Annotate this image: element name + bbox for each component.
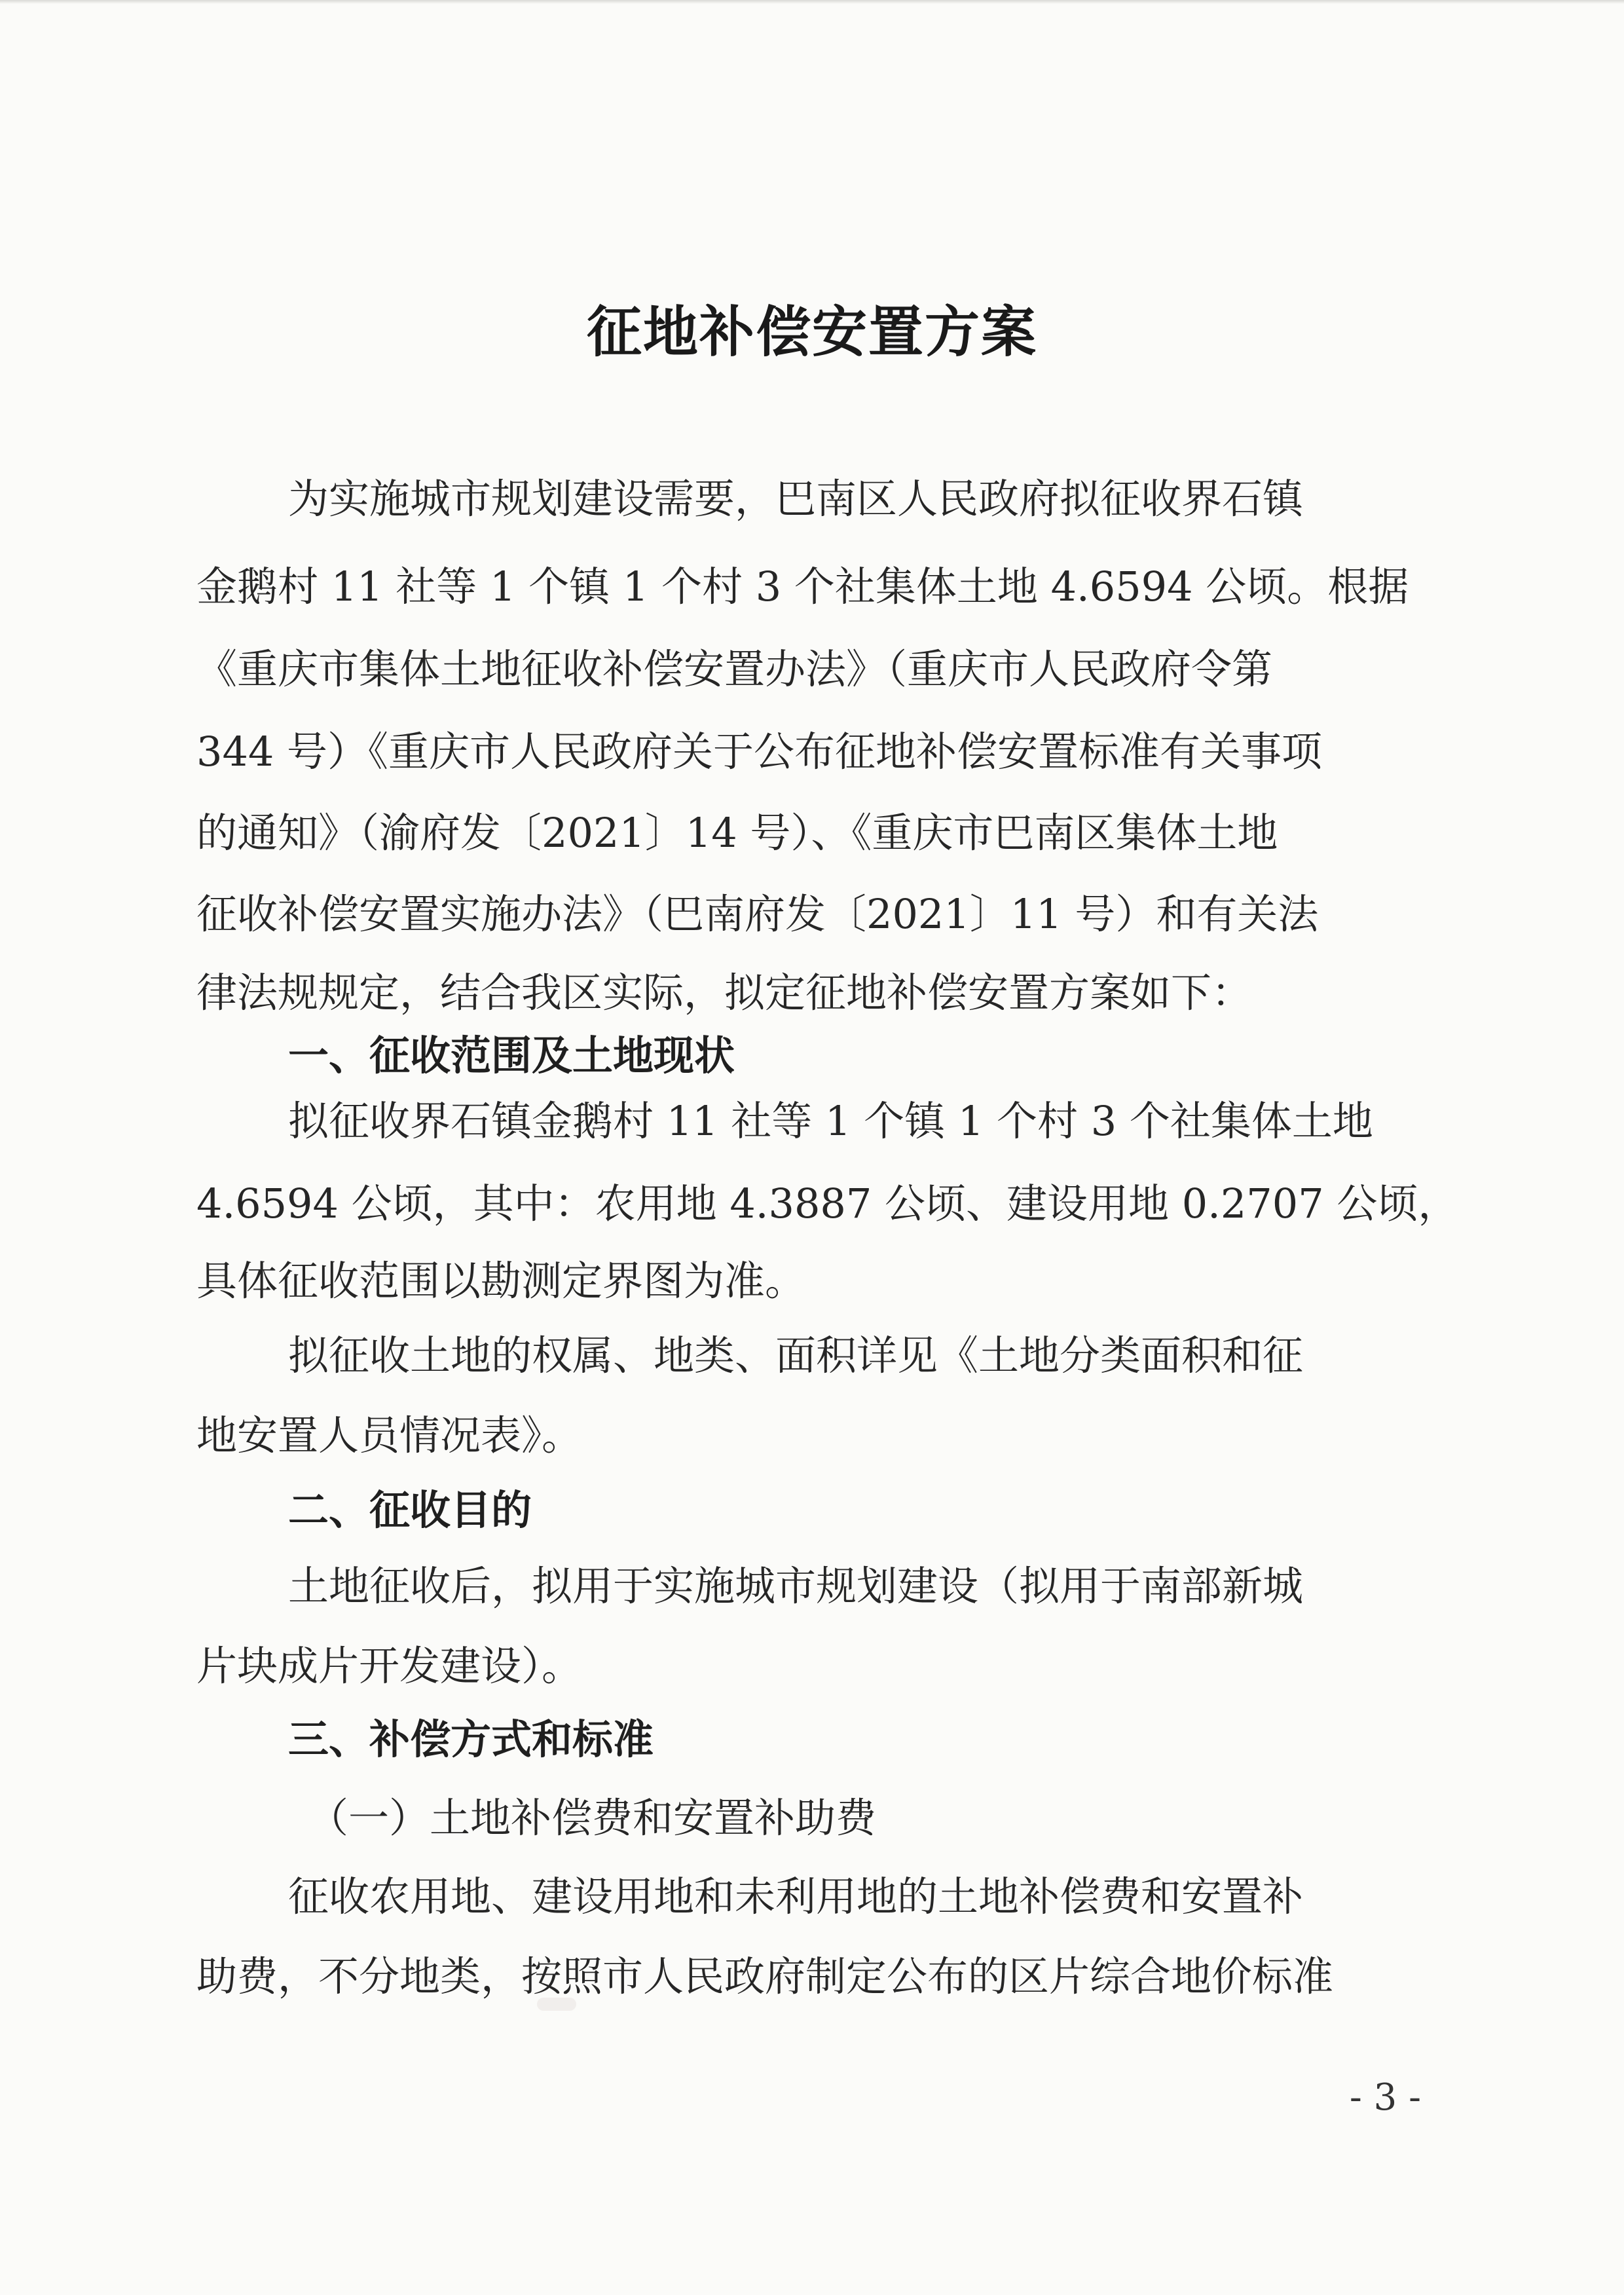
- body-line: 拟征收界石镇金鹅村 11 社等 1 个镇 1 个村 3 个社集体土地: [288, 1097, 1373, 1145]
- body-line: 4.6594 公顷，其中：农用地 4.3887 公顷、建设用地 0.2707 公顷，: [196, 1180, 1459, 1227]
- scan-smudge: [537, 1998, 576, 2011]
- body-line: 地安置人员情况表》。: [196, 1411, 583, 1459]
- body-line: 344 号）《重庆市人民政府关于公布征地补偿安置标准有关事项: [196, 728, 1323, 775]
- section-heading: 一、征收范围及土地现状: [288, 1032, 735, 1079]
- body-line: 拟征收土地的权属、地类、面积详见《土地分类面积和征: [288, 1332, 1304, 1379]
- subsection-heading: （一）土地补偿费和安置补助费: [308, 1794, 877, 1842]
- body-line: 片块成片开发建设）。: [196, 1642, 583, 1690]
- section-heading: 二、征收目的: [288, 1486, 532, 1534]
- body-line: 律法规规定，结合我区实际，拟定征地补偿安置方案如下：: [196, 969, 1253, 1017]
- body-line: 土地征收后，拟用于实施城市规划建设（拟用于南部新城: [288, 1562, 1304, 1610]
- body-line: 的通知》（渝府发〔2021〕14 号）、《重庆市巴南区集体土地: [196, 809, 1278, 857]
- body-line: 为实施城市规划建设需要，巴南区人民政府拟征收界石镇: [288, 475, 1304, 523]
- scan-edge: [0, 0, 1624, 4]
- body-line: 金鹅村 11 社等 1 个镇 1 个村 3 个社集体土地 4.6594 公顷。根据: [196, 563, 1409, 610]
- body-line: 助费，不分地类，按照市人民政府制定公布的区片综合地价标准: [196, 1952, 1334, 2000]
- section-heading: 三、补偿方式和标准: [288, 1715, 654, 1763]
- body-line: 《重庆市集体土地征收补偿安置办法》（重庆市人民政府令第: [196, 645, 1273, 693]
- body-line: 具体征收范围以勘测定界图为准。: [196, 1257, 806, 1305]
- body-line: 征收补偿安置实施办法》（巴南府发〔2021〕11 号）和有关法: [196, 890, 1319, 938]
- document-title: 征地补偿安置方案: [586, 300, 1037, 364]
- page-number: - 3 -: [1349, 2076, 1421, 2119]
- body-line: 征收农用地、建设用地和未利用地的土地补偿费和安置补: [288, 1873, 1304, 1920]
